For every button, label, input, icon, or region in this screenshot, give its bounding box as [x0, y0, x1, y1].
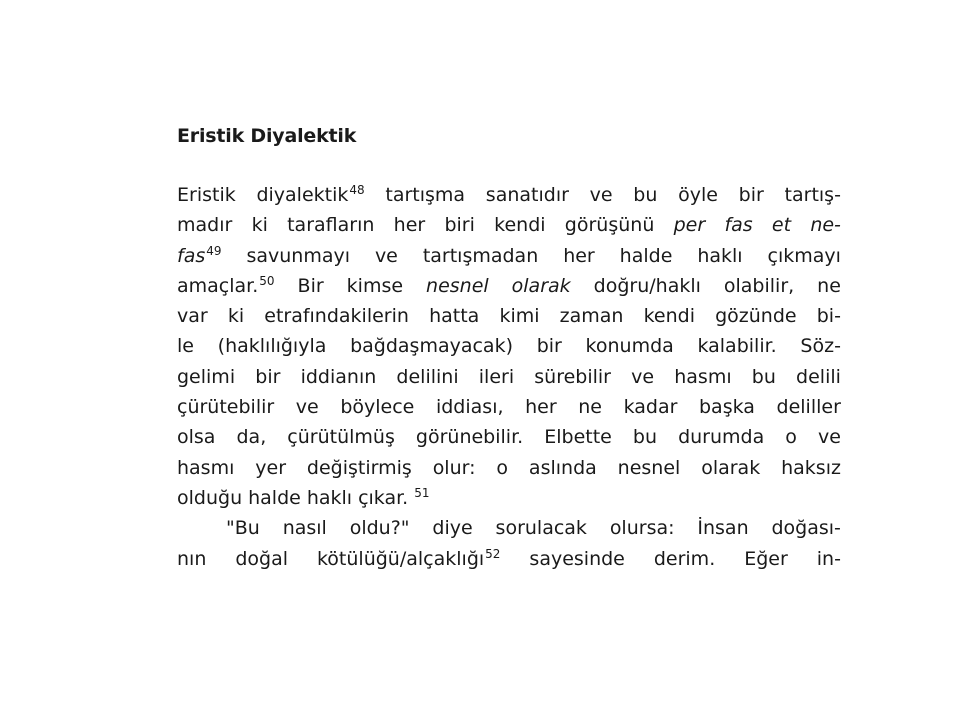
- word-text: doğası-: [771, 517, 841, 540]
- word-text: hatta: [429, 305, 480, 328]
- word-text: durumda: [678, 426, 765, 449]
- word-text: olarak: [701, 456, 761, 479]
- word: [177, 453, 234, 483]
- word: [296, 392, 319, 422]
- word: [248, 483, 301, 513]
- word-text: ve: [631, 365, 655, 388]
- word: [701, 453, 760, 483]
- word: [436, 392, 504, 422]
- word: [347, 271, 403, 301]
- word-text: ileri: [478, 365, 515, 388]
- word: [375, 241, 398, 271]
- word-text: olabilir,: [723, 274, 795, 297]
- word-text: ve: [295, 396, 319, 419]
- word: [529, 544, 624, 574]
- word: [565, 210, 655, 240]
- word-text: Bir: [297, 274, 324, 297]
- word-text: görünebilir.: [415, 426, 524, 449]
- word: [777, 392, 841, 422]
- word: [255, 362, 280, 392]
- word: [218, 331, 327, 361]
- word: [772, 210, 791, 240]
- word-text: tarafların: [287, 214, 375, 237]
- word-text: bu: [632, 426, 658, 449]
- word: [429, 301, 479, 331]
- text-line: [177, 453, 841, 483]
- word-text: (haklılığıyla: [217, 335, 327, 358]
- word-text: ve: [589, 184, 613, 206]
- word-text: le: [177, 335, 194, 358]
- word-text: in-: [816, 547, 841, 570]
- word-text: değiştirmiş: [306, 456, 412, 479]
- word: [678, 422, 764, 452]
- word-text: olur:: [432, 456, 476, 479]
- word: [350, 331, 513, 361]
- word: [432, 513, 472, 543]
- word: [644, 301, 695, 331]
- word-text: gelimi: [177, 365, 236, 388]
- word-text: sanatıdır: [485, 184, 569, 206]
- word-text: Eristik: [177, 184, 236, 206]
- word: [534, 362, 611, 392]
- word: [560, 301, 624, 331]
- word-text: halde: [248, 486, 301, 509]
- word-text: haksız: [781, 456, 841, 479]
- word-text: bir: [255, 365, 281, 388]
- word-text: nesnel: [617, 456, 681, 479]
- word-text: nasıl: [282, 517, 327, 540]
- word: [228, 301, 244, 331]
- word-text: delili: [796, 365, 841, 388]
- word: [177, 271, 275, 303]
- word: [744, 544, 788, 574]
- footnote-marker: 51: [414, 485, 430, 500]
- word-text: derim.: [653, 547, 716, 570]
- word-text: sürebilir: [534, 365, 611, 388]
- word: [674, 362, 731, 392]
- word: [177, 422, 215, 452]
- word-text: aslında: [528, 456, 597, 479]
- word: [496, 453, 508, 483]
- word: [177, 331, 194, 361]
- word-text: diye: [432, 517, 473, 540]
- word: [785, 422, 797, 452]
- word: [177, 362, 235, 392]
- word: [699, 392, 755, 422]
- word: [340, 392, 414, 422]
- word: [298, 271, 324, 301]
- word: [800, 331, 841, 361]
- word: [496, 513, 587, 543]
- word: [796, 362, 841, 392]
- text-line: [177, 301, 841, 331]
- word-text: Elbette: [544, 426, 612, 449]
- body-text: [177, 180, 841, 574]
- word: [654, 544, 715, 574]
- text-line: [177, 210, 841, 240]
- word-text: haklı: [697, 244, 743, 267]
- word-text: böylece: [340, 396, 415, 419]
- word-text: o: [785, 426, 797, 449]
- word: [177, 392, 274, 422]
- word-text: tartışmadan: [422, 244, 539, 267]
- word-text: et: [771, 214, 792, 237]
- text-line: [177, 362, 841, 392]
- word: [590, 180, 613, 210]
- word-text: kimse: [346, 274, 404, 297]
- word: [752, 362, 776, 392]
- word-text: diyalektik: [256, 184, 349, 206]
- word-text: çürütülmüş: [287, 426, 395, 449]
- word: [444, 210, 474, 240]
- word-text: hasmı: [674, 365, 732, 388]
- word-text: olduğu: [177, 486, 243, 509]
- word: [177, 210, 232, 240]
- text-line: [177, 544, 841, 574]
- word: [385, 180, 465, 210]
- word-text: bir: [738, 184, 764, 206]
- word: [817, 301, 841, 331]
- word: [529, 453, 597, 483]
- word-text: çıkmayı: [767, 244, 841, 267]
- word-text: fas: [724, 214, 753, 237]
- text-line: [177, 483, 841, 513]
- word-text: gözünde: [715, 305, 797, 328]
- word-text: konumda: [585, 335, 674, 358]
- word-text: ne: [578, 396, 602, 419]
- word-text: da,: [236, 426, 267, 449]
- word: [697, 513, 748, 543]
- word: [287, 422, 395, 452]
- word-text: doğru/haklı: [593, 274, 701, 297]
- word: [631, 362, 654, 392]
- word-text: başka: [699, 396, 755, 419]
- text-line: [177, 241, 841, 271]
- text-line: [177, 422, 841, 452]
- word: [394, 210, 426, 240]
- word: [287, 210, 374, 240]
- footnote-marker: 48: [349, 183, 365, 197]
- word: [177, 180, 236, 210]
- word: [416, 422, 523, 452]
- word: [785, 180, 841, 210]
- word: [525, 392, 557, 422]
- word-text: bir: [536, 335, 562, 358]
- word: [479, 362, 514, 392]
- word: [633, 422, 657, 452]
- word: [674, 210, 706, 240]
- word-text: kendi: [494, 214, 546, 237]
- word-text: oldu?": [349, 517, 410, 540]
- word: [817, 271, 841, 301]
- word: [610, 513, 675, 543]
- word-text: olsa: [177, 426, 216, 449]
- word: [255, 453, 286, 483]
- word-text: madır: [177, 214, 233, 237]
- word: [620, 241, 673, 271]
- word-text: her: [393, 214, 426, 237]
- word-text: ki: [251, 214, 268, 237]
- word-text: haklı: [306, 486, 353, 509]
- word: [817, 544, 841, 574]
- word: [739, 180, 764, 210]
- word: [537, 331, 562, 361]
- word: [358, 483, 429, 515]
- word: [226, 513, 260, 543]
- word-text: tartış-: [784, 184, 841, 206]
- word: [350, 513, 410, 543]
- word: [724, 210, 752, 240]
- word: [283, 513, 327, 543]
- word-text: sorulacak: [495, 517, 587, 540]
- word-text: kadar: [623, 396, 678, 419]
- word: [624, 392, 678, 422]
- word-text: olarak: [511, 274, 571, 297]
- word: [618, 453, 681, 483]
- word-text: etrafındakilerin: [264, 305, 409, 328]
- word-text: ne-: [810, 214, 841, 237]
- word-text: kalabilir.: [697, 335, 777, 358]
- word-text: kendi: [643, 305, 695, 328]
- word-text: çürütebilir: [177, 396, 275, 419]
- word-text: bu: [633, 184, 658, 206]
- word-text: Eğer: [744, 547, 788, 570]
- word: [264, 301, 409, 331]
- word-text: savunmayı: [246, 244, 350, 267]
- word-text: zaman: [559, 305, 624, 328]
- word: [433, 453, 476, 483]
- word-text: iddiası,: [435, 396, 504, 419]
- word: [578, 392, 602, 422]
- footnote-marker: 50: [259, 273, 275, 288]
- word-text: öyle: [678, 184, 718, 206]
- word: [426, 271, 489, 301]
- word: [633, 180, 657, 210]
- word-text: o: [496, 456, 509, 479]
- word: [678, 180, 718, 210]
- word-text: nesnel: [426, 274, 489, 297]
- word: [697, 241, 742, 271]
- word: [307, 483, 352, 513]
- word-text: ne: [817, 274, 841, 297]
- word: [256, 180, 364, 212]
- word: [423, 241, 538, 271]
- word-text: kimi: [499, 305, 540, 328]
- word: [317, 544, 500, 576]
- word-text: Söz-: [800, 335, 841, 358]
- word-text: doğal: [235, 547, 289, 570]
- word-text: sayesinde: [529, 547, 625, 570]
- word-text: İnsan: [697, 517, 749, 540]
- word-text: ve: [374, 244, 398, 267]
- word-text: halde: [619, 244, 673, 267]
- word-text: her: [563, 244, 595, 267]
- word-text: delilini: [396, 365, 459, 388]
- word: [715, 301, 797, 331]
- word-text: tartışma: [385, 184, 466, 206]
- word: [177, 301, 208, 331]
- word-text: olursa:: [609, 517, 675, 540]
- word: [499, 301, 539, 331]
- word: [177, 483, 242, 513]
- text-line: [177, 271, 841, 301]
- word-text: çıkar.: [358, 486, 409, 509]
- word-text: bi-: [816, 305, 841, 328]
- word: [177, 241, 222, 273]
- text-line: [177, 331, 841, 361]
- footnote-marker: 49: [206, 243, 222, 258]
- word-text: iddianın: [300, 365, 377, 388]
- word: [563, 241, 595, 271]
- word: [235, 544, 288, 574]
- text-line: [177, 513, 841, 543]
- section-heading: Eristik Diyalektik: [177, 125, 357, 147]
- word: [237, 422, 267, 452]
- word-text: var: [177, 305, 208, 328]
- word: [594, 271, 701, 301]
- word: [177, 544, 206, 574]
- word-text: bu: [751, 365, 776, 388]
- word-text: kötülüğü/alçaklığı: [316, 547, 485, 570]
- word-text: ve: [817, 426, 841, 449]
- word: [486, 180, 569, 210]
- word: [301, 362, 377, 392]
- word-text: amaçlar.: [177, 274, 259, 297]
- word-text: yer: [255, 456, 287, 479]
- word-text: nın: [177, 547, 207, 570]
- word: [252, 210, 268, 240]
- word-text: biri: [444, 214, 475, 237]
- word: [494, 210, 545, 240]
- word-text: per: [673, 214, 706, 237]
- word-text: görüşünü: [564, 214, 655, 237]
- word-text: "Bu: [226, 517, 260, 540]
- word: [307, 453, 412, 483]
- text-line: [177, 392, 841, 422]
- word: [771, 513, 840, 543]
- word-text: deliller: [776, 396, 841, 419]
- word: [512, 271, 571, 301]
- word-text: ki: [227, 305, 245, 328]
- text-line: [177, 180, 841, 210]
- word: [810, 210, 841, 240]
- word: [781, 453, 841, 483]
- word: [586, 331, 674, 361]
- word-text: fas: [177, 244, 206, 267]
- word-text: her: [525, 396, 557, 419]
- word: [544, 422, 612, 452]
- footnote-marker: 52: [485, 546, 501, 561]
- word-text: bağdaşmayacak): [350, 335, 513, 358]
- word: [818, 422, 841, 452]
- word: [396, 362, 458, 392]
- word: [724, 271, 794, 301]
- word: [768, 241, 841, 271]
- word-text: hasmı: [177, 456, 235, 479]
- word: [697, 331, 776, 361]
